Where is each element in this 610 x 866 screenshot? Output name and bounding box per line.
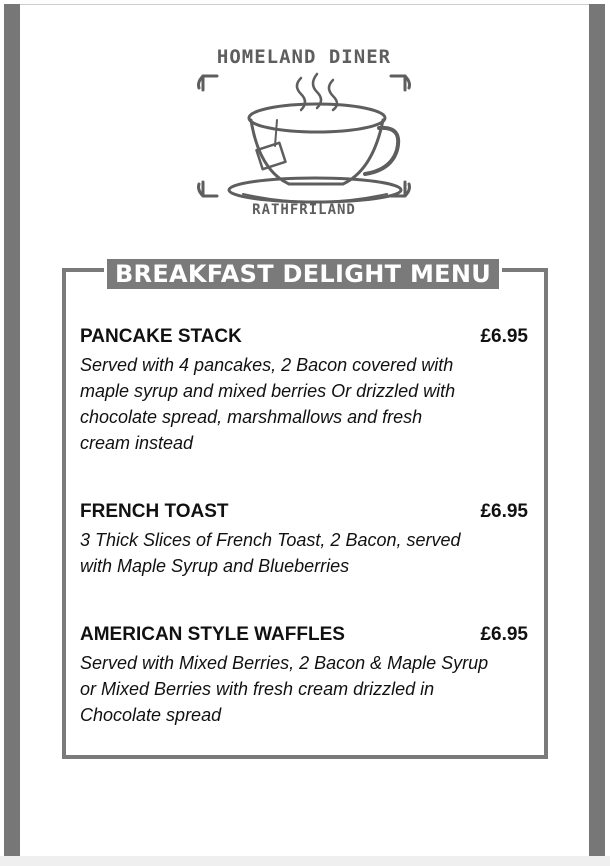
item-name: AMERICAN STYLE WAFFLES [80,624,345,645]
diner-logo [193,42,415,224]
item-price: £6.95 [480,624,528,645]
item-description-line: chocolate spread, marshmallows and fresh [80,407,423,427]
item-description-line: or Mixed Berries with fresh cream drizzled in [80,679,435,699]
menu-item-american-style-waffles [80,624,530,728]
item-price: £6.95 [480,501,528,522]
item-description-line: maple syrup and mixed berries Or drizzled with [80,381,456,401]
item-description-line: Served with Mixed Berries, 2 Bacon & Maple Syrup [80,653,489,673]
item-description [80,650,520,728]
item-price: £6.95 [480,326,528,347]
item-name: PANCAKE STACK [80,326,242,347]
page-frame-right [589,4,605,856]
page-frame-bottom [0,856,610,866]
item-description-line: Chocolate spread [80,705,222,725]
item-name: FRENCH TOAST [80,501,229,522]
logo-diner-name: HOMELAND DINER [216,46,392,68]
menu-title: BREAKFAST DELIGHT MENU [107,259,499,289]
coffee-cup-icon [193,66,415,206]
page-frame-top [4,4,605,5]
item-description-line: with Maple Syrup and Blueberries [80,556,350,576]
item-description-line: 3 Thick Slices of French Toast, 2 Bacon, served [80,530,461,550]
logo-location: RATHFRILAND [252,202,356,218]
item-description [80,527,520,579]
item-description-line: Served with 4 pancakes, 2 Bacon covered with [80,355,454,375]
menu-item-french-toast [80,501,530,579]
item-description-line: cream instead [80,433,194,453]
page-frame-left [4,4,20,856]
menu-item-pancake-stack [80,326,530,456]
item-description [80,352,520,456]
menu-title-wrap [104,257,502,290]
